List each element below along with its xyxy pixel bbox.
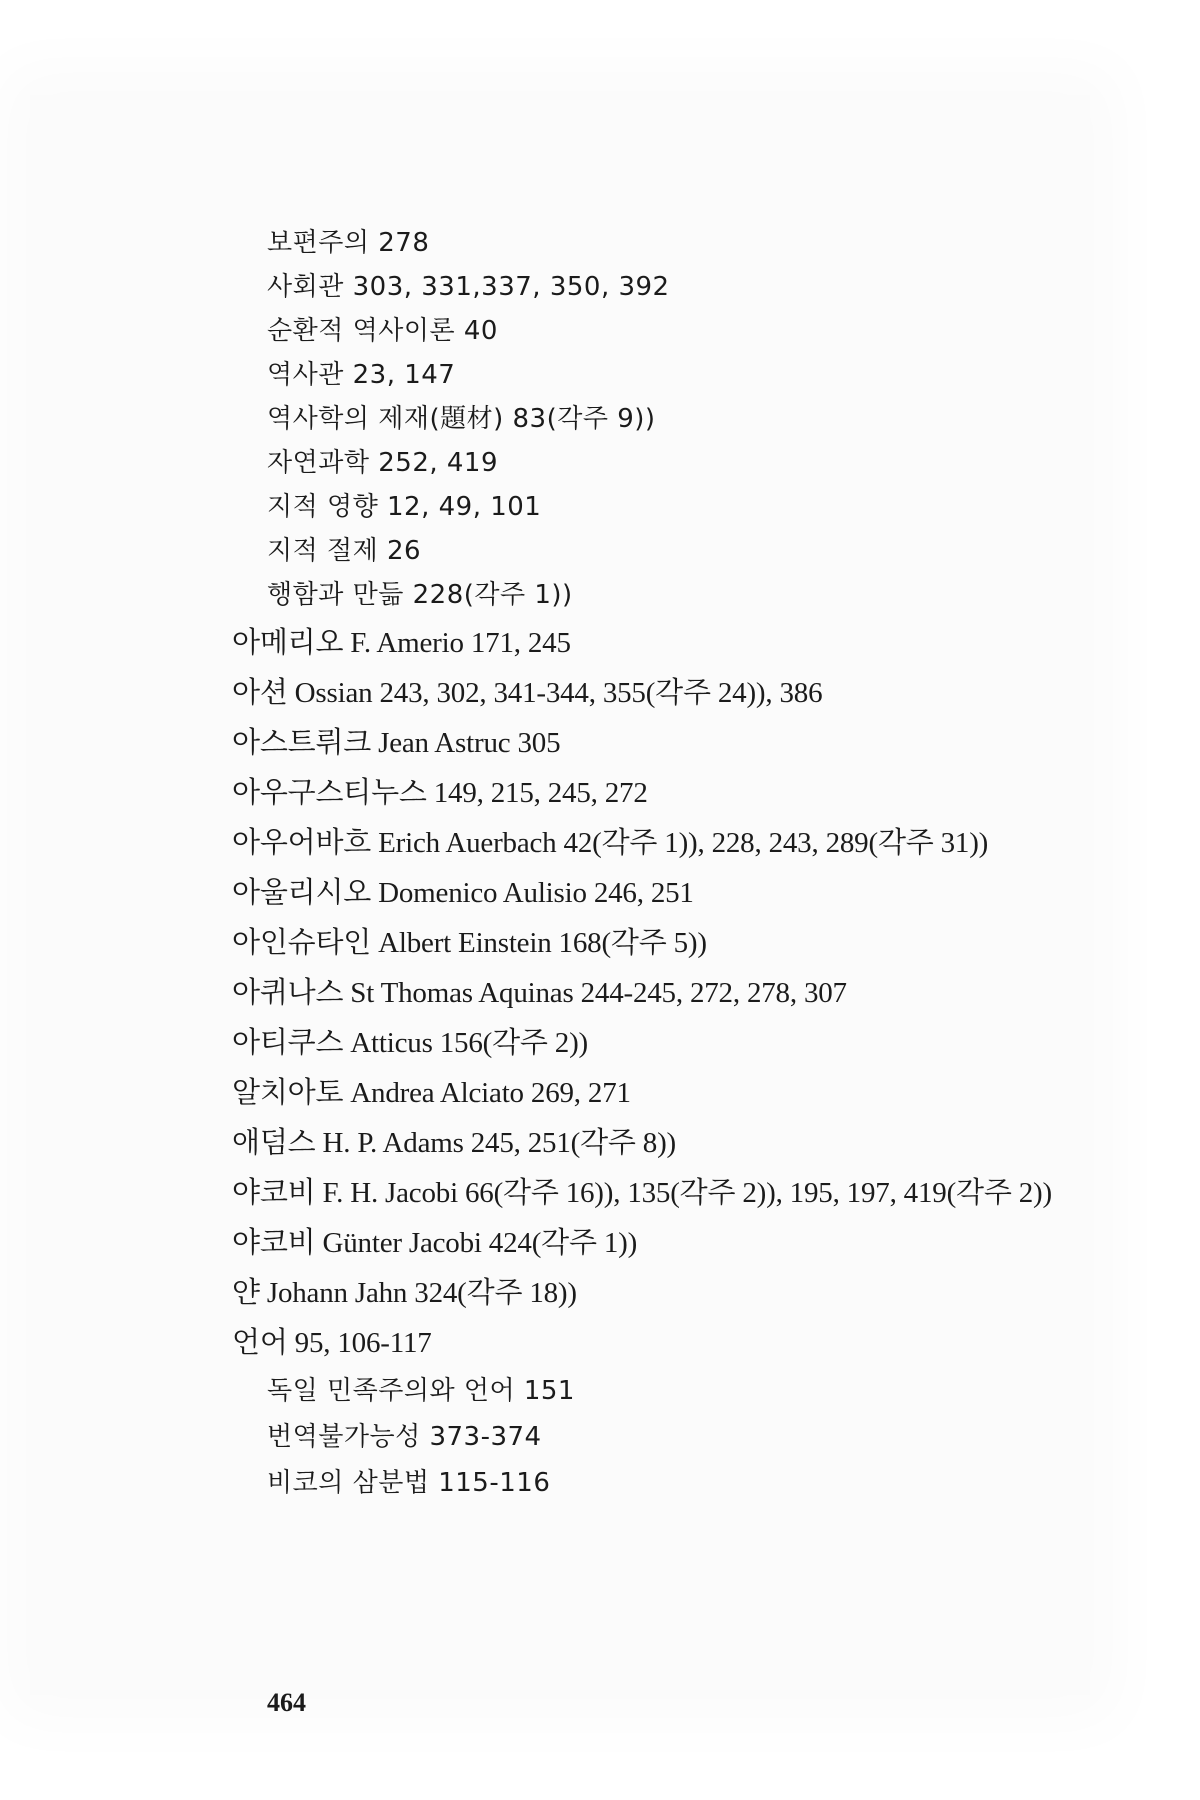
index-subentry: 역사관 23, 147 xyxy=(267,360,456,390)
index-entry: 아우어바흐 Erich Auerbach 42(각주 1)), 228, 243, 289(각주 31)) xyxy=(232,827,989,859)
index-entry: 아메리오 F. Amerio 171, 245 xyxy=(232,627,571,659)
index-subentry: 독일 민족주의와 언어 151 xyxy=(267,1376,575,1406)
index-entry: 얀 Johann Jahn 324(각주 18)) xyxy=(232,1277,577,1309)
index-entry: 아퀴나스 St Thomas Aquinas 244-245, 272, 278, 307 xyxy=(232,977,847,1009)
index-entry: 아우구스티누스 149, 215, 245, 272 xyxy=(232,777,648,809)
index-entry: 알치아토 Andrea Alciato 269, 271 xyxy=(232,1077,631,1109)
index-subentry: 지적 영향 12, 49, 101 xyxy=(267,492,542,522)
index-entry: 아울리시오 Domenico Aulisio 246, 251 xyxy=(232,877,694,909)
index-entry: 아스트뤼크 Jean Astruc 305 xyxy=(232,727,561,759)
index-subentry: 보편주의 278 xyxy=(267,228,430,258)
index-subentry: 사회관 303, 331,337, 350, 392 xyxy=(267,272,670,302)
index-subentry: 순환적 역사이론 40 xyxy=(267,316,498,346)
index-entry: 아티쿠스 Atticus 156(각주 2)) xyxy=(232,1027,588,1059)
index-subentry: 자연과학 252, 419 xyxy=(267,448,499,478)
index-entry: 아인슈타인 Albert Einstein 168(각주 5)) xyxy=(232,927,707,959)
index-entry: 아션 Ossian 243, 302, 341-344, 355(각주 24)), 386 xyxy=(232,677,823,709)
index-entry: 야코비 F. H. Jacobi 66(각주 16)), 135(각주 2)), 195, 197, 419(각주 2)) xyxy=(232,1177,1052,1209)
index-subentry: 번역불가능성 373-374 xyxy=(267,1422,542,1452)
index-subentry: 행함과 만듦 228(각주 1)) xyxy=(267,580,573,610)
book-page xyxy=(30,95,1090,1717)
page-number: 464 xyxy=(267,1688,306,1717)
index-entry: 언어 95, 106-117 xyxy=(232,1327,432,1359)
index-entry: 야코비 Günter Jacobi 424(각주 1)) xyxy=(232,1227,638,1259)
index-subentry: 지적 절제 26 xyxy=(267,536,422,566)
index-entry: 애덤스 H. P. Adams 245, 251(각주 8)) xyxy=(232,1127,677,1159)
index-subentry: 역사학의 제재(題材) 83(각주 9)) xyxy=(267,404,656,434)
index-subentry: 비코의 삼분법 115-116 xyxy=(267,1468,551,1498)
